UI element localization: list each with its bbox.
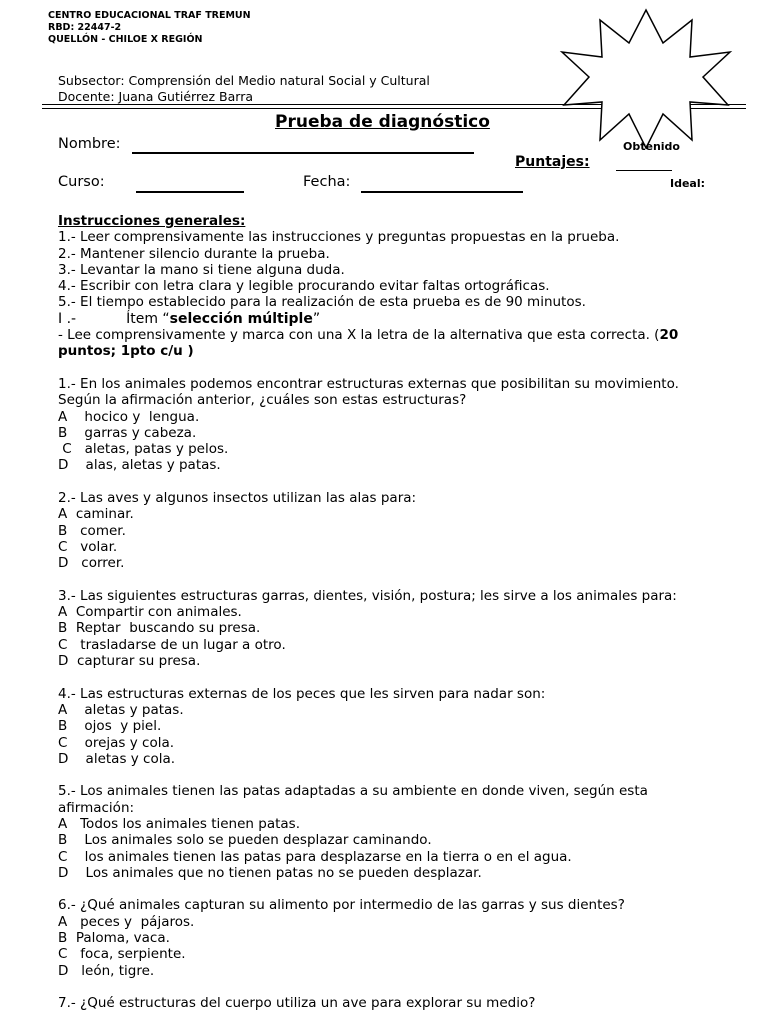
question-text: 1.- En los animales podemos encontrar estructuras externas que posibilitan su movimiento. (58, 375, 679, 392)
answer-option[interactable]: B ojos y piel. (58, 718, 162, 735)
section-points: puntos; 1pto c/u ) (58, 343, 194, 360)
answer-option[interactable]: A caminar. (58, 506, 134, 523)
question-7 (58, 995, 679, 1011)
section-instruction (58, 327, 679, 343)
question-text: 2.- Las aves y algunos insectos utilizan las alas para: (58, 490, 417, 507)
question-4 (58, 686, 679, 767)
section-number: I .- (58, 310, 77, 327)
question-6 (58, 897, 679, 978)
question-1 (58, 376, 679, 474)
question-text: 5.- Los animales tienen las patas adaptadas a su ambiente en donde viven, según esta (58, 783, 648, 800)
instruction-item: 4.- Escribir con letra clara y legible procurando evitar faltas ortográficas. (58, 278, 550, 295)
answer-option[interactable]: B comer. (58, 522, 126, 539)
date-label: Fecha: (303, 174, 351, 190)
question-2 (58, 490, 679, 571)
rbd-code: RBD: 22447-2 (48, 22, 122, 33)
answer-option[interactable]: C foca, serpiente. (58, 946, 186, 963)
answer-option[interactable]: A hocico y lengua. (58, 408, 200, 425)
answer-option[interactable]: A Todos los animales tienen patas. (58, 815, 300, 832)
teacher: Docente: Juana Gutiérrez Barra (58, 89, 253, 104)
star-score-badge (556, 2, 736, 152)
answer-option[interactable]: A peces y pájaros. (58, 913, 195, 930)
name-field[interactable] (132, 152, 474, 154)
ideal-label: Ideal: (670, 177, 706, 190)
question-text: 7.- ¿Qué estructuras del cuerpo utiliza un ave para explorar su medio? (58, 995, 536, 1012)
course-field[interactable] (136, 191, 244, 193)
scores-label: Puntajes: (515, 154, 590, 170)
answer-option[interactable]: D león, tigre. (58, 962, 155, 979)
date-field[interactable] (361, 191, 523, 193)
answer-option[interactable]: C aletas, patas y pelos. (58, 441, 229, 458)
answer-option[interactable]: C los animales tienen las patas para desplazarse en la tierra o en el agua. (58, 848, 572, 865)
questions-list (58, 360, 679, 1012)
question-text: Según la afirmación anterior, ¿cuáles son estas estructuras? (58, 392, 467, 409)
question-text: 3.- Las siguientes estructuras garras, dientes, visión, postura; les sirve a los animales para: (58, 587, 677, 604)
school-location: QUELLÓN - CHILOE X REGIÓN (48, 34, 203, 45)
answer-option[interactable]: C trasladarse de un lugar a otro. (58, 636, 286, 653)
instruction-item: 5.- El tiempo establecido para la realización de esta prueba es de 90 minutos. (58, 294, 586, 311)
answer-option[interactable]: B garras y cabeza. (58, 424, 197, 441)
document-body (58, 213, 679, 1012)
answer-option[interactable]: D alas, aletas y patas. (58, 457, 221, 474)
question-text: 6.- ¿Qué animales capturan su alimento por intermedio de las garras y sus dientes? (58, 897, 625, 914)
answer-option[interactable]: B Paloma, vaca. (58, 930, 170, 947)
answer-option[interactable]: A aletas y patas. (58, 701, 184, 718)
instruction-item: 1.- Leer comprensivamente las instrucciones y preguntas propuestas en la prueba. (58, 229, 620, 246)
course-label: Curso: (58, 174, 105, 190)
answer-option[interactable]: D aletas y cola. (58, 750, 176, 767)
answer-option[interactable]: C volar. (58, 538, 118, 555)
section-points-a: 20 (659, 327, 679, 344)
section-instruction-text: - Lee comprensivamente y marca con una X la letra de la alternativa que esta correcta. ( (58, 327, 660, 344)
obtained-score-field[interactable] (616, 170, 672, 171)
question-text: afirmación: (58, 799, 135, 816)
answer-option[interactable]: A Compartir con animales. (58, 604, 242, 621)
section-item-prefix: Ítem “ (126, 310, 170, 327)
question-text: 4.- Las estructuras externas de los peces que les sirven para nadar son: (58, 685, 546, 702)
answer-option[interactable]: D Los animales que no tienen patas no se pueden desplazar. (58, 864, 482, 881)
section-item-suffix: ” (312, 310, 321, 327)
question-3 (58, 588, 679, 669)
name-label: Nombre: (58, 136, 121, 152)
question-5 (58, 783, 679, 881)
answer-option[interactable]: B Los animales solo se pueden desplazar caminando. (58, 832, 432, 849)
section-item-name: selección múltiple (169, 310, 313, 327)
obtained-label: Obtenido (623, 140, 680, 153)
instruction-item: 2.- Mantener silencio durante la prueba. (58, 245, 330, 262)
answer-option[interactable]: D correr. (58, 555, 125, 572)
page-title: Prueba de diagnóstico (275, 112, 490, 132)
answer-option[interactable]: D capturar su presa. (58, 653, 201, 670)
instructions-heading: Instrucciones generales: (58, 213, 246, 229)
school-name: CENTRO EDUCACIONAL TRAF TREMUN (48, 10, 251, 21)
subsector: Subsector: Comprensión del Medio natural Social y Cultural (58, 73, 430, 88)
section-heading (58, 311, 679, 327)
instruction-item: 3.- Levantar la mano si tiene alguna duda. (58, 261, 345, 278)
answer-option[interactable]: B Reptar buscando su presa. (58, 620, 261, 637)
answer-option[interactable]: C orejas y cola. (58, 734, 175, 751)
